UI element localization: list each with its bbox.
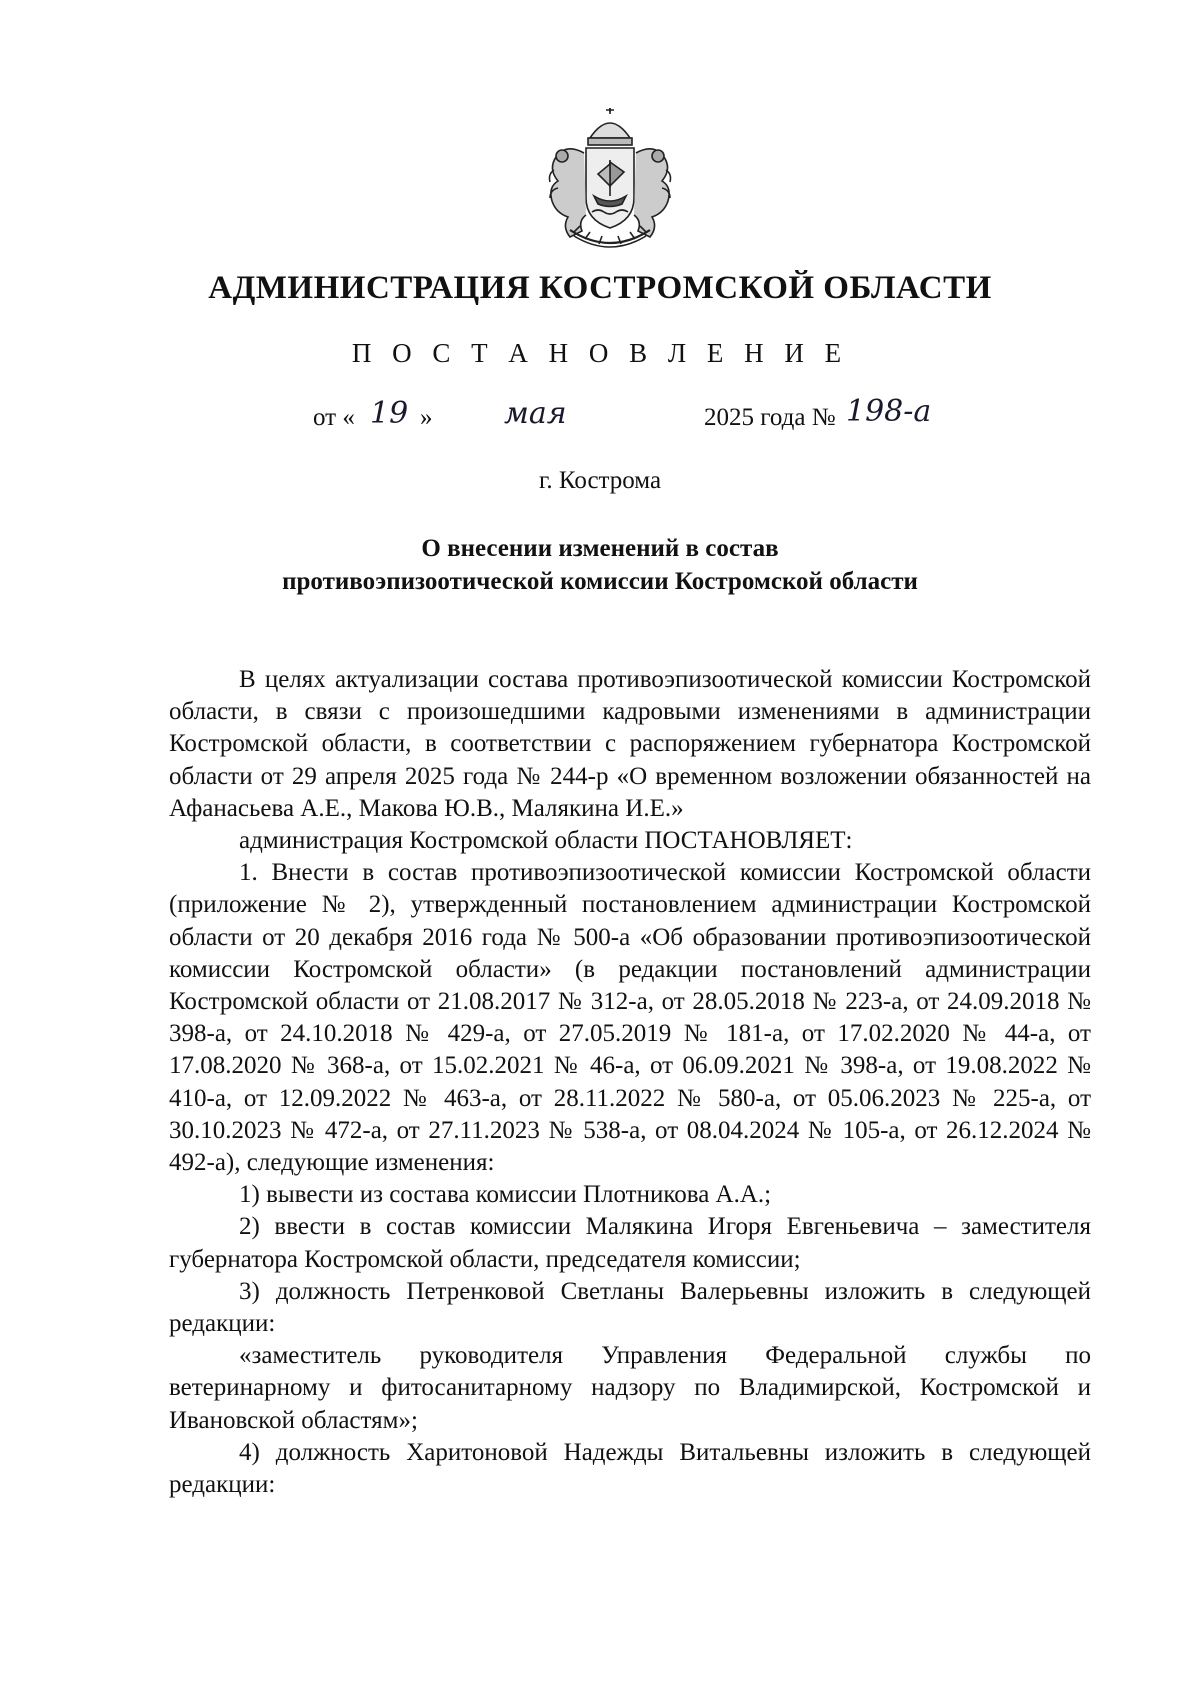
coat-of-arms-emblem	[540, 108, 680, 258]
date-day: 19	[370, 396, 409, 431]
document-number: 198-а	[846, 394, 932, 429]
document-type: П О С Т А Н О В Л Е Н И Е	[351, 338, 849, 368]
paragraph-subitem-1: 1) вывести из состава комиссии Плотникова А.А.;	[239, 1181, 772, 1209]
date-prefix: от «	[313, 404, 355, 431]
city: г. Кострома	[538, 467, 662, 494]
paragraph-subitem-4: 4) должность Харитоновой Надежды Витальевны изложить в следующей редакции:	[169, 1438, 1091, 1499]
document-body	[169, 664, 1091, 1501]
date-close-quote: »	[420, 404, 433, 431]
paragraph-subitem-2: 2) ввести в состав комиссии Малякина Игоря Евгеньевича – заместителя губернатора Костромской области, председателя комиссии;	[169, 1213, 1091, 1273]
organization-title: АДМИНИСТРАЦИЯ КОСТРОМСКОЙ ОБЛАСТИ	[208, 270, 992, 306]
document-subject	[0, 532, 1200, 598]
paragraph-preamble: В целях актуализации состава противоэпизоотической комиссии Костромской области, в связи с произошедшими кадровыми изменениями в администрации Костромской области, в соответствии с распоряжением губернатора Костромской области от 29 апреля 2025 года № 244-р «О временном возложении обязанностей на Афанасьева А.Е., Макова Ю.В., Малякина И.Е.»	[169, 666, 1091, 822]
paragraph-quoted-position: «заместитель руководителя Управления Федеральной службы по ветеринарному и фитосанитарному надзору по Владимирской, Костромской и Ивановской областям»;	[169, 1342, 1091, 1434]
date-number-line	[0, 394, 1200, 446]
subject-line-2: противоэпизоотической комиссии Костромской области	[282, 568, 918, 595]
paragraph-subitem-3: 3) должность Петренковой Светланы Валерьевны изложить в следующей редакции:	[169, 1277, 1091, 1338]
date-month: мая	[504, 396, 567, 431]
paragraph-item-1: 1. Внести в состав противоэпизоотической комиссии Костромской области (приложение № 2), утвержденный постановлением администрации Костромской области от 20 декабря 2016 года № 500-а «Об образовании противоэпизоотической комиссии Костромской области» (в редакции постановлений администрации Костромской области от 21.08.2017 № 312-а, от 28.05.2018 № 223-а, от 24.09.2018 № 398-а, от 24.10.2018 № 429-а, от 27.05.2019 № 181-а, от 17.02.2020 № 44-а, от 17.08.2020 № 368-а, от 15.02.2021 № 46-а, от 06.09.2021 № 398-а, от 19.08.2022 № 410-а, от 12.09.2022 № 463-а, от 28.11.2022 № 580-а, от 05.06.2023 № 225-а, от 30.10.2023 № 472-а, от 27.11.2023 № 538-а, от 08.04.2024 № 105-а, от 26.12.2024 № 492-а), следующие изменения:	[169, 859, 1091, 1177]
paragraph-resolves: администрация Костромской области ПОСТАНОВЛЯЕТ:	[239, 827, 853, 855]
date-year: 2025 года №	[704, 404, 836, 431]
subject-line-1: О внесении изменений в состав	[421, 535, 779, 562]
